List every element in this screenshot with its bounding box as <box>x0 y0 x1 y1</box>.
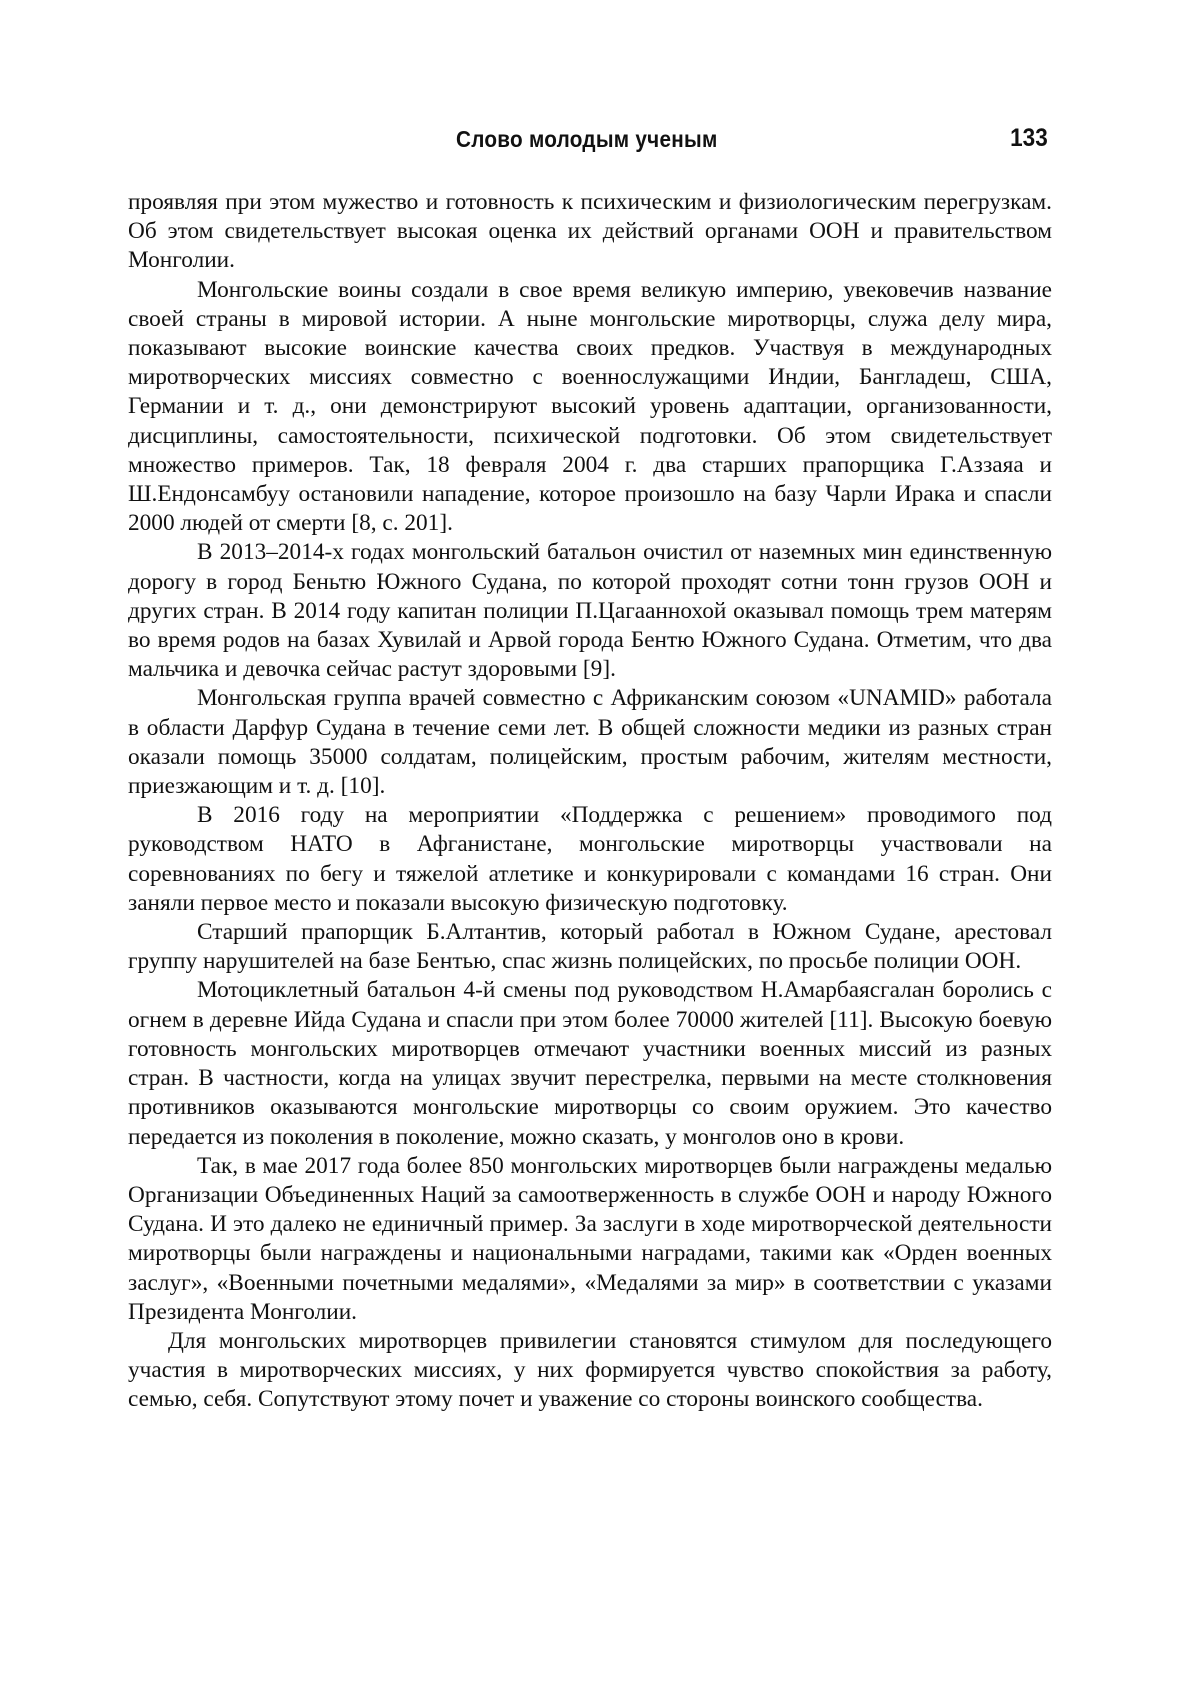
running-title: Слово молодым ученым <box>456 126 718 152</box>
paragraph-south-sudan-demining: В 2013–2014-х годах монгольский батальон очистил от наземных мин единственную дорогу в город Беньтю Южного Судана, по которой проходят сотни тонн грузов ООН и других стран. В 2014 году капитан полиции П.Цагааннохой оказывал помощь трем матерям во время родов на базах Хувилай и Арвой города Бентю Южного Судана. Отметим, что два мальчика и девочка сейчас растут здоровыми [9]. <box>128 539 1052 683</box>
book-page <box>128 118 1052 1415</box>
paragraph-privileges: Для монгольских миротворцев привилегии становятся стимулом для последующего участия в миротворческих миссиях, у них формируется чувство спокойствия за работу, семью, себя. Сопутствуют этому почет и уважение со стороны воинского сообщества. <box>128 1327 1052 1413</box>
page-number: 133 <box>1010 124 1048 152</box>
paragraph-continuation: проявляя при этом мужество и готовность к психическим и физиологическим перегрузкам. Об этом свидетельствует высокая оценка их действий органами ООН и правительством Монголии. <box>128 189 1052 274</box>
paragraph-motorcycle-battalion: Мотоциклетный батальон 4-й смены под руководством Н.Амарбаясгалан боролись с огнем в деревне Ийда Судана и спасли при этом более 70000 жителей [11]. Высокую боевую готовность монгольских миротворцев отмечают участники военных миссий из разных стран. В частности, когда на улицах звучит перестрелка, первыми на месте столкновения противников оказываются монгольские миротворцы со своим оружием. Это качество передается из поколения в поколение, можно сказать, у монголов оно в крови. <box>128 977 1052 1150</box>
paragraph-un-medals: Так, в мае 2017 года более 850 монгольских миротворцев были награждены медалью Организации Объединенных Наций за самоотверженность в службе ООН и народу Южного Судана. И это далеко не единичный пример. За заслуги в ходе миротворческой деятельности миротворцы были награждены и национальными наградами, такими как «Орден военных заслуг», «Военными почетными медалями», «Медалями за мир» в соответствии с указами Президента Монголии. <box>128 1152 1052 1325</box>
body-text <box>128 188 1052 1415</box>
paragraph-mongol-warriors: Монгольские воины создали в свое время великую империю, увековечив название своей страны в мировой истории. А ныне монгольские миротворцы, служа делу мира, показывают высокие воинские качества своих предков. Участвуя в международных миротворческих миссиях совместно с военнослужащими Индии, Бангладеш, США, Германии и т. д., они демонстрируют высокий уровень адаптации, организованности, дисциплины, самостоятельности, психической подготовки. Об этом свидетельствует множество примеров. Так, 18 февраля 2004 г. два старших прапорщика Г.Аззаяа и Ш.Ендонсамбуу остановили нападение, которое произошло на базу Чарли Ирака и спасли 2000 людей от смерти [8, с. 201]. <box>128 276 1052 537</box>
paragraph-nato-competition: В 2016 году на мероприятии «Поддержка с решением» проводимого под руководством НАТО в Афганистане, монгольские миротворцы участвовали на соревнованиях по бегу и тяжелой атлетике и конкурировали с командами 16 стран. Они заняли первое место и показали высокую физическую подготовку. <box>128 802 1052 916</box>
paragraph-medical-group: Монгольская группа врачей совместно с Африканским союзом «UNAMID» работала в области Дарфур Судана в течение семи лет. В общей сложности медики из разных стран оказали помощь 35000 солдатам, полицейским, простым рабочим, жителям местности, приезжающим и т. д. [10]. <box>128 685 1052 800</box>
paragraph-altantiv: Старший прапорщик Б.Алтантив, который работал в Южном Судане, арестовал группу нарушителей на базе Бентью, спас жизнь полицейских, по просьбе полиции ООН. <box>128 919 1052 975</box>
running-header <box>128 118 1052 158</box>
